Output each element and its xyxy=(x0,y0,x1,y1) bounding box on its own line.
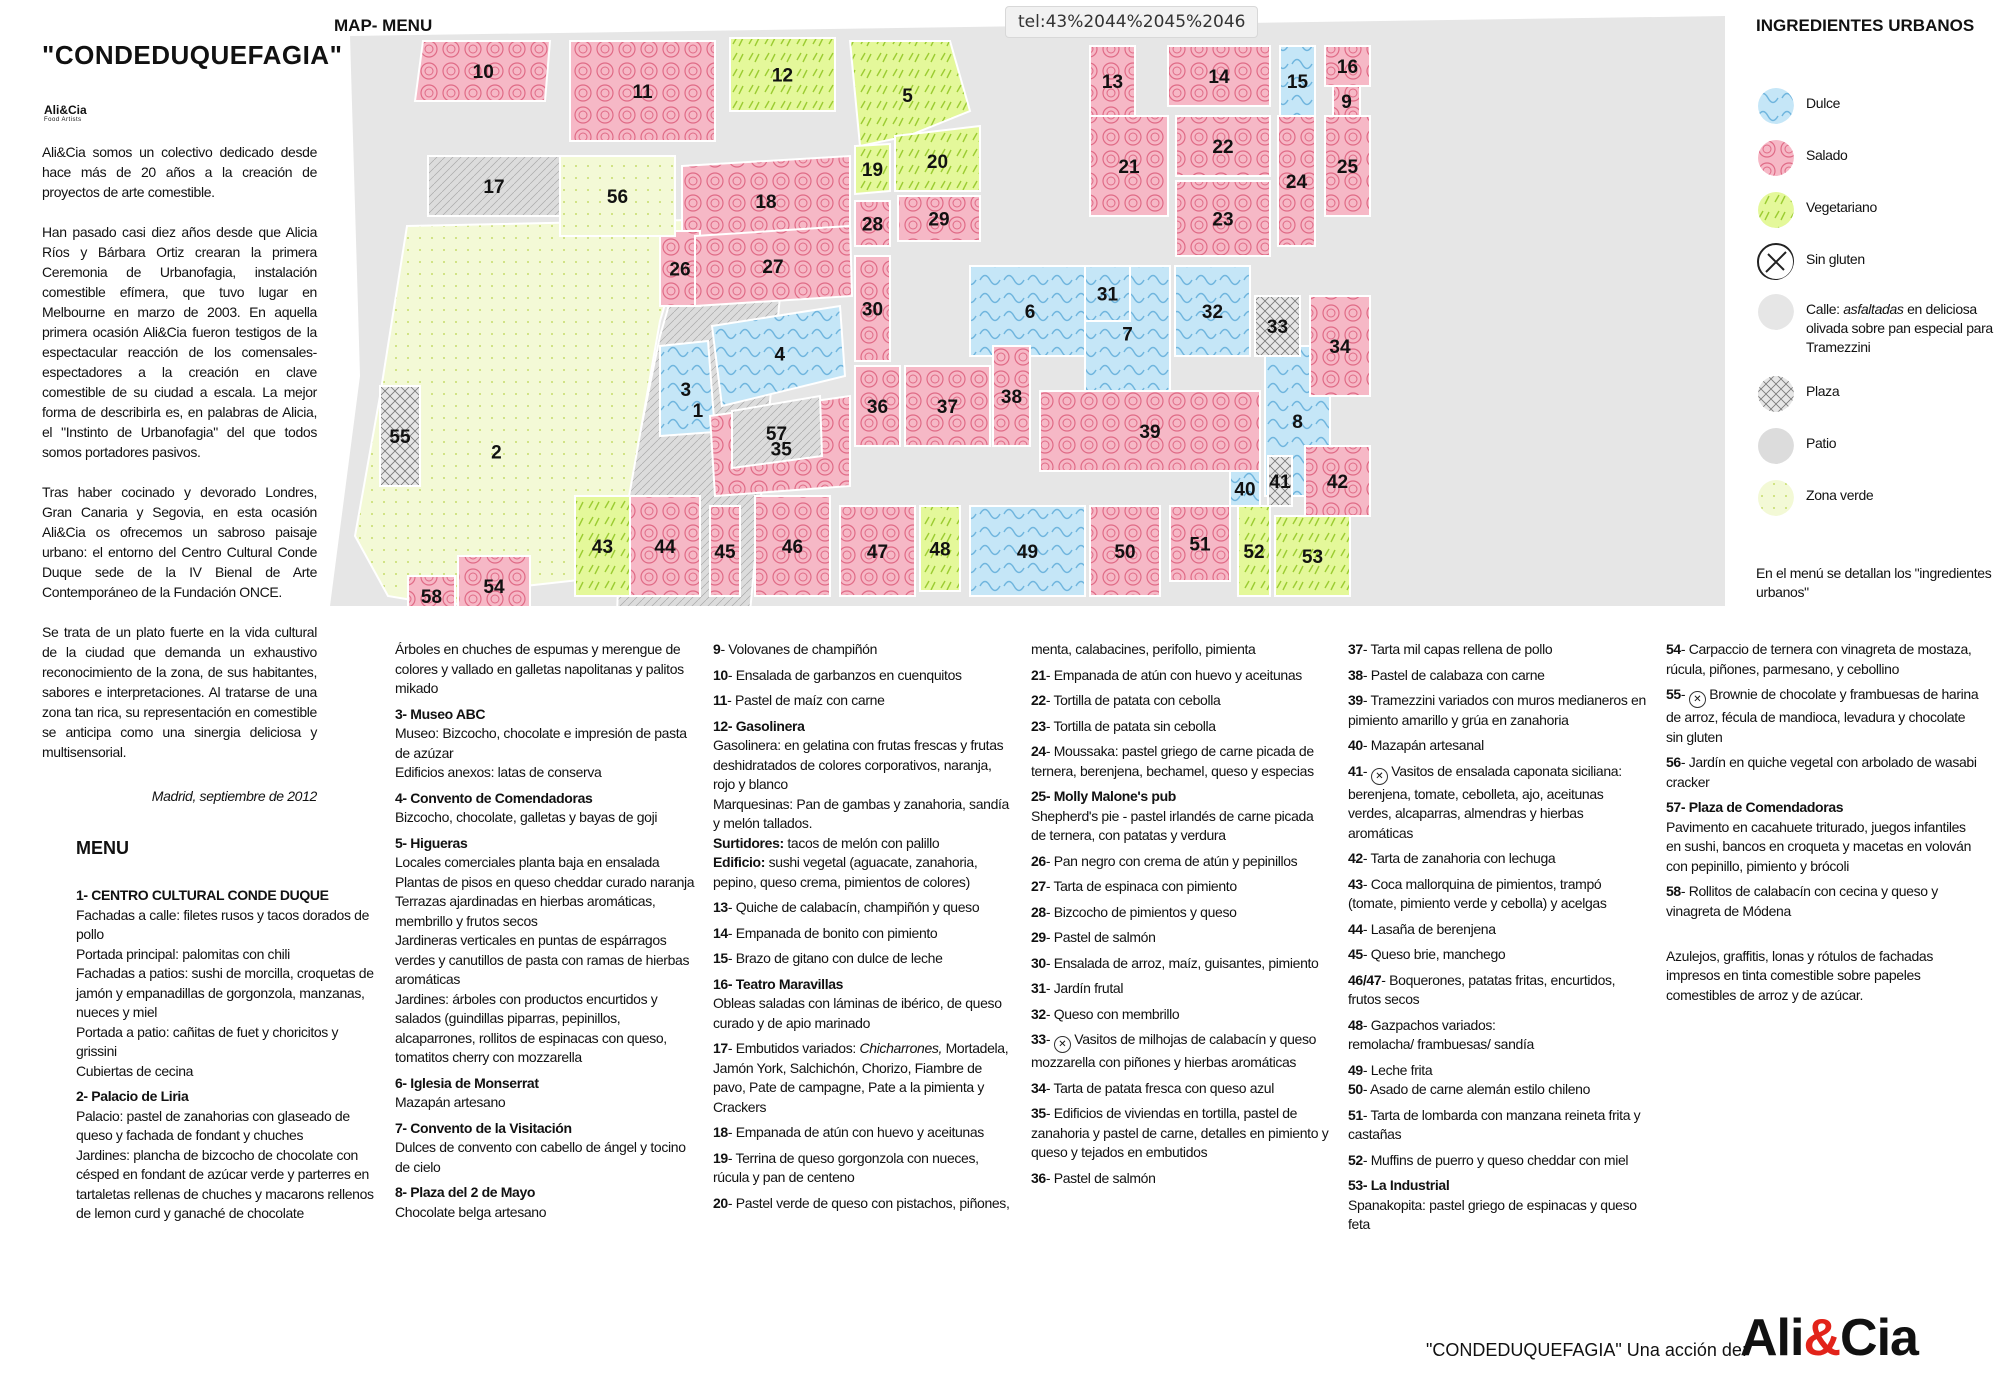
map-menu xyxy=(330,16,1725,606)
map-block-label: 37 xyxy=(936,397,959,418)
menu-item: 32- Queso con membrillo xyxy=(1031,1005,1180,1022)
menu-item: 26- Pan negro con crema de atún y pepinillos xyxy=(1031,852,1298,869)
legend-swatch-dulce xyxy=(1756,86,1794,124)
legend-label: Salado xyxy=(1806,147,1848,163)
map-block-label: 13 xyxy=(1101,72,1124,93)
menu-item: 28- Bizcocho de pimientos y queso xyxy=(1031,903,1237,920)
intro-text xyxy=(42,142,317,782)
link-tooltip: tel:43%2044%2045%2046 xyxy=(1005,6,1258,38)
menu-item: 46/47- Boquerones, patatas fritas, encurtidos, frutos secos xyxy=(1348,971,1616,1007)
menu-item: 44- Lasaña de berenjena xyxy=(1348,920,1496,937)
menu-item: 21- Empanada de atún con huevo y aceitunas xyxy=(1031,666,1302,683)
menu-item: 16- Teatro Maravillas Obleas saladas con láminas de ibérico, de queso curado y de apio marinado xyxy=(713,975,1002,1031)
map-block-label: 23 xyxy=(1212,209,1234,231)
map-block-label: 9 xyxy=(1341,92,1352,113)
intro-paragraph: Ali&Cia somos un colectivo dedicado desde hace más de 20 años a la creación de proyectos de arte comestible. xyxy=(42,144,317,200)
map-block-label: 53 xyxy=(1301,547,1324,568)
map-block-label: 8 xyxy=(1292,412,1303,433)
map-block-label: 56 xyxy=(606,187,629,208)
map-block-label: 54 xyxy=(483,577,505,598)
map-block-label: 11 xyxy=(632,82,653,103)
map-block-label: 28 xyxy=(861,214,884,236)
map-block-label: 52 xyxy=(1243,542,1265,563)
map-block-label: 10 xyxy=(472,62,494,83)
legend-label: Plaza xyxy=(1806,383,1840,399)
menu-item: 15- Brazo de gitano con dulce de leche xyxy=(713,950,943,966)
menu-column-5 xyxy=(1348,640,1648,1241)
map-block-label: 18 xyxy=(755,192,777,213)
menu-item: 13- Quiche de calabacín, champiñón y queso xyxy=(713,899,980,915)
menu-item: 55- ✕ Brownie de chocolate y frambuesas de harina de arroz, fécula de mandioca, levadura y chocolate sin gluten xyxy=(1666,686,1979,745)
map-block-label: 50 xyxy=(1114,542,1136,563)
menu-item: 31- Jardín frutal xyxy=(1031,980,1124,996)
map-block-label: 45 xyxy=(714,542,736,563)
menu-item: 38- Pastel de calabaza con carne xyxy=(1348,666,1545,683)
map-block-label: 49 xyxy=(1016,542,1039,563)
intro-date: Madrid, septiembre de 2012 xyxy=(151,788,317,804)
map-block-label: 29 xyxy=(928,209,950,231)
legend-swatch-salado xyxy=(1756,138,1794,176)
map-block-label: 27 xyxy=(762,257,784,278)
map-block-label: 38 xyxy=(1000,387,1023,408)
menu-item: 37- Tarta mil capas rellena de pollo xyxy=(1348,641,1553,657)
legend-title: INGREDIENTES URBANOS xyxy=(1756,16,1975,35)
map-block-label: 51 xyxy=(1189,534,1211,556)
intro-paragraph: Se trata de un plato fuerte en la vida cultural de la ciudad que demanda un exhaustivo reconocimiento de la zona, de sus habitantes, sabores e interpretaciones. Al tratarse de una zona tan rica, su representación en comestible se anticipa como una sinergia deliciosa y multisensorial. xyxy=(42,624,317,760)
legend-swatch-vegetariano xyxy=(1756,190,1794,228)
map-block-label: 35 xyxy=(770,439,792,461)
menu-item: 53- La Industrial Spanakopita: pastel griego de espinacas y queso feta xyxy=(1348,1177,1637,1232)
map-block-label: 43 xyxy=(591,537,614,558)
menu-item: 8- Plaza del 2 de Mayo Chocolate belga artesano xyxy=(395,1184,547,1220)
menu-item: 2- Palacio de Liria Palacio: pastel de zanahorias con glaseado de queso y fachada de fondant y chuches Jardines: plancha de bizcocho de chocolate con césped en fondant de azúcar verde y parterres en tartaletas rellenas de chuches y macarons rellenos de lemon curd y ganaché de chocolate xyxy=(76,1088,374,1221)
menu-item: 36- Pastel de salmón xyxy=(1031,1169,1156,1186)
intro-paragraph: Han pasado casi diez años desde que Alicia Ríos y Bárbara Ortiz crearan la primera Ceremonia de Urbanofagia, instalación comestible efímera, que tuvo lugar en Melbourne en marzo de 2003. En aquella primera ocasión Ali&Cia fueron testigos de la espectacular reacción de los comensales-espectadores a la creación en clave comestible de su ciudad a escala. La mejor forma de describirla es, en palabras de Alicia, el "Instinto de Urbanofagia" del que todos somos portadores pasivos. xyxy=(42,224,317,460)
menu-item: Azulejos, graffitis, lonas y rótulos de fachadas impresos en tinta comestible sobre papeles comestibles de arroz y de azúcar. xyxy=(1666,947,1933,1003)
legend-label: Zona verde xyxy=(1806,487,1874,503)
menu-item: 9- Volovanes de champiñón xyxy=(713,641,878,657)
map-title: MAP- MENU xyxy=(334,16,433,35)
map-block-label: 47 xyxy=(866,542,889,563)
menu-item: 17- Embutidos variados: Chicharrones, Mortadela, Jamón York, Salchichón, Chorizo, Fiambre de pavo, Pate de campagne, Pate a la pimienta y Crackers xyxy=(713,1040,1009,1115)
menu-item: 39- Tramezzini variados con muros medianeros en pimiento amarillo y grúa en zanahoria xyxy=(1348,692,1646,728)
menu-column-4 xyxy=(1031,640,1331,1194)
footer-credit: "CONDEDUQUEFAGIA" Una acción de: xyxy=(1426,1340,1747,1360)
map-block-label: 15 xyxy=(1286,72,1309,93)
map-block-label: 31 xyxy=(1096,284,1119,306)
menu-item: 5- Higueras Locales comerciales planta baja en ensalada Plantas de pisos en queso cheddar curado naranja Terrazas ajardinadas en hierbas aromáticas, membrillo y frutos secos Jardineras verticales en puntas de espárragos verdes y canutillos de pasta con ramas de hierbas aromáticas Jardines: árboles con productos encurtidos y salados (guindillas piparras, pepinillos, alcaparrones, rollitos de espinacas con queso, tomatitos cherry con mozzarella xyxy=(395,834,695,1065)
map-block-label: 36 xyxy=(866,397,889,418)
menu-item: 3- Museo ABC Museo: Bizcocho, chocolate e impresión de pasta de azúzar Edificios anexos: latas de conserva xyxy=(395,705,687,780)
menu-column-3 xyxy=(713,640,1013,1219)
map-block-label: 30 xyxy=(861,299,884,321)
menu-item: 4- Convento de Comendadoras Bizcocho, chocolate, galletas y bayas de goji xyxy=(395,789,658,825)
legend-label: Dulce xyxy=(1806,95,1841,111)
logo-small-line2: Food Artists xyxy=(44,117,82,123)
menu-item: 19- Terrina de queso gorgonzola con nueces, rúcula y pan de centeno xyxy=(713,1149,979,1185)
menu-item: 25- Molly Malone's pub Shepherd's pie - pastel irlandés de carne picada de ternera, con patatas y verdura xyxy=(1031,788,1314,843)
menu-item: Árboles en chuches de espumas y merengue de colores y vallado en galletas napolitanas y palitos mikado xyxy=(395,641,684,696)
map-block-label: 16 xyxy=(1336,57,1359,78)
map-block-label: 32 xyxy=(1201,302,1224,323)
map-block-label: 57 xyxy=(765,423,788,445)
legend-swatch-sin-gluten xyxy=(1756,242,1794,280)
menu-item: 24- Moussaka: pastel griego de carne picada de ternera, berenjena, bechamel, queso y especias xyxy=(1031,743,1314,779)
map-block-label: 3 xyxy=(680,379,692,401)
map-block-label: 17 xyxy=(483,177,505,198)
menu-item: 18- Empanada de atún con huevo y aceitunas xyxy=(713,1124,984,1140)
legend-label: Calle: asfaltadas en deliciosa olivada sobre pan especial para Tramezzini xyxy=(1806,301,1993,355)
legend-swatch-calle xyxy=(1756,292,1794,330)
map-block-label: 55 xyxy=(389,427,411,448)
menu-column-2 xyxy=(395,640,695,1228)
menu-item: 49- Leche frita 50- Asado de carne alemán estilo chileno xyxy=(1348,1061,1591,1097)
map-block-label: 25 xyxy=(1336,157,1359,178)
menu-item: 42- Tarta de zanahoria con lechuga xyxy=(1348,850,1556,866)
menu-item: 33- ✕ Vasitos de milhojas de calabacín y queso mozzarella con piñones y hierbas aromáticas xyxy=(1031,1031,1317,1070)
map-block-label: 46 xyxy=(781,537,804,558)
menu-item: 54- Carpaccio de ternera con vinagreta de mostaza, rúcula, piñones, parmesano, y cebollino xyxy=(1666,641,1972,677)
menu-item: 1- CENTRO CULTURAL CONDE DUQUE Fachadas a calle: filetes rusos y tacos dorados de pollo Portada principal: palomitas con chili Fachadas a patios: sushi de morcilla, croquetas de jamón y empanadillas de gorgonzola, manzanas, nueces y miel Portada a patio: cañitas de fuet y choricitos y grissini Cubiertas de cecina xyxy=(76,887,374,1079)
map-block-label: 1 xyxy=(692,401,704,422)
menu-item: 57- Plaza de Comendadoras Pavimento en cacahuete triturado, juegos infantiles en sushi, bancos en croqueta y macetas en volován con pepinillo, pimiento y brócoli xyxy=(1666,799,1972,874)
map-block-label: 42 xyxy=(1326,472,1349,493)
intro-paragraph: Tras haber cocinado y devorado Londres, Gran Canaria y Segovia, en esta ocasión Ali&Cia os ofrecemos un sabroso paisaje urbano: el entorno del Centro Cultural Conde Duque sede de la IV Bienal de Arte Contemporáneo de la Fundación ONCE. xyxy=(42,484,317,600)
map-block-label: 41 xyxy=(1269,472,1291,493)
menu-item: 11- Pastel de maíz con carne xyxy=(713,692,885,708)
menu-item: 7- Convento de la Visitación Dulces de convento con cabello de ángel y tocino de cielo xyxy=(395,1119,686,1175)
menu-item: 12- Gasolinera Gasolinera: en gelatina con frutas frescas y frutas deshidratados de colores corporativos, naranja, rojo y blanco Marquesinas: Pan de gambas y zanahoria, sandía y melón tallados. Surtidores: tacos de melón con palillo Edificio: sushi vegetal (aguacate, zanahoria, pepino, queso crema, pimientos de colores) xyxy=(713,717,1009,890)
menu-column-6 xyxy=(1666,640,1981,1011)
map-block-label: 14 xyxy=(1208,67,1230,88)
map-block-label: 6 xyxy=(1024,302,1036,323)
map-block-label: 24 xyxy=(1285,172,1308,193)
menu-item: 56- Jardín en quiche vegetal con arbolado de wasabi cracker xyxy=(1666,754,1977,790)
map-svg xyxy=(330,16,1725,606)
menu-item: 51- Tarta de lombarda con manzana reineta frita y castañas xyxy=(1348,1106,1641,1142)
map-block-label: 44 xyxy=(654,537,676,558)
map-block-label: 39 xyxy=(1139,422,1161,443)
menu-item: 48- Gazpachos variados: remolacha/ frambuesas/ sandía xyxy=(1348,1016,1534,1052)
menu-item: 10- Ensalada de garbanzos en cuenquitos xyxy=(713,666,962,683)
map-block-label: 21 xyxy=(1118,157,1140,178)
map-block-label: 2 xyxy=(491,442,502,464)
legend-label: Sin gluten xyxy=(1806,251,1865,267)
ali-cia-logo: Ali&Cia xyxy=(1740,1309,1918,1367)
menu-item: 22- Tortilla de patata con cebolla xyxy=(1031,692,1221,708)
menu-item: 35- Edificios de viviendas en tortilla, pastel de zanahoria y pastel de carne, detalles en pimiento y queso y tejados en embutidos xyxy=(1031,1105,1329,1160)
menu-column-1 xyxy=(76,886,376,1230)
menu-item: 20- Pastel verde de queso con pistachos, piñones, xyxy=(713,1194,1010,1211)
map-block-label: 22 xyxy=(1212,137,1234,158)
map-block-label: 7 xyxy=(1122,324,1133,346)
map-block-label: 34 xyxy=(1329,337,1351,358)
map-block-label: 4 xyxy=(774,344,786,366)
menu-item: 40- Mazapán artesanal xyxy=(1348,737,1484,753)
menu-item: 45- Queso brie, manchego xyxy=(1348,946,1506,962)
menu-item: 58- Rollitos de calabacín con cecina y queso y vinagreta de Módena xyxy=(1666,883,1938,919)
menu-item: 41- ✕ Vasitos de ensalada caponata siciliana: berenjena, tomate, cebolleta, ajo, aceitunas verdes, alcaparras, almendras y hierbas aromáticas xyxy=(1348,762,1622,841)
map-block-label: 5 xyxy=(902,86,913,107)
map-block-label: 58 xyxy=(420,587,443,606)
menu-item: 34- Tarta de patata fresca con queso azul xyxy=(1031,1079,1275,1096)
menu-heading: MENU xyxy=(76,838,129,858)
legend-note: En el menú se detallan los "ingredientes urbanos" xyxy=(1756,565,1992,600)
map-block-label: 12 xyxy=(771,65,794,87)
legend-swatch-patio xyxy=(1756,426,1794,464)
menu-item: 52- Muffins de puerro y queso cheddar con miel xyxy=(1348,1151,1629,1168)
menu-item: 27- Tarta de espinaca con pimiento xyxy=(1031,878,1237,894)
legend-swatch-plaza xyxy=(1756,374,1794,412)
map-block-label: 20 xyxy=(926,152,949,173)
menu-item: 23- Tortilla de patata sin cebolla xyxy=(1031,717,1216,734)
menu-item: menta, calabacines, perifollo, pimienta xyxy=(1031,641,1256,657)
legend-swatch-zona-verde xyxy=(1756,478,1794,516)
map-block-label: 19 xyxy=(861,159,884,181)
menu-item: 29- Pastel de salmón xyxy=(1031,929,1156,945)
map-block-label: 26 xyxy=(669,259,691,281)
legend-label: Patio xyxy=(1806,435,1837,451)
map-block-label: 48 xyxy=(929,539,951,561)
page-title: "CONDEDUQUEFAGIA" xyxy=(42,40,343,70)
menu-item: 6- Iglesia de Monserrat Mazapán artesano xyxy=(395,1074,539,1110)
menu-item: 30- Ensalada de arroz, maíz, guisantes, pimiento xyxy=(1031,954,1319,971)
map-block-label: 40 xyxy=(1234,479,1256,501)
menu-item: 14- Empanada de bonito con pimiento xyxy=(713,924,938,941)
logo-small-line1: Ali&Cia xyxy=(44,103,87,117)
map-block-label: 33 xyxy=(1266,317,1289,338)
menu-item: 43- Coca mallorquina de pimientos, trampó (tomate, pimiento verde y cebolla) y acelgas xyxy=(1348,875,1607,911)
legend-label: Vegetariano xyxy=(1806,199,1877,215)
ali-cia-logo-small xyxy=(44,104,106,126)
